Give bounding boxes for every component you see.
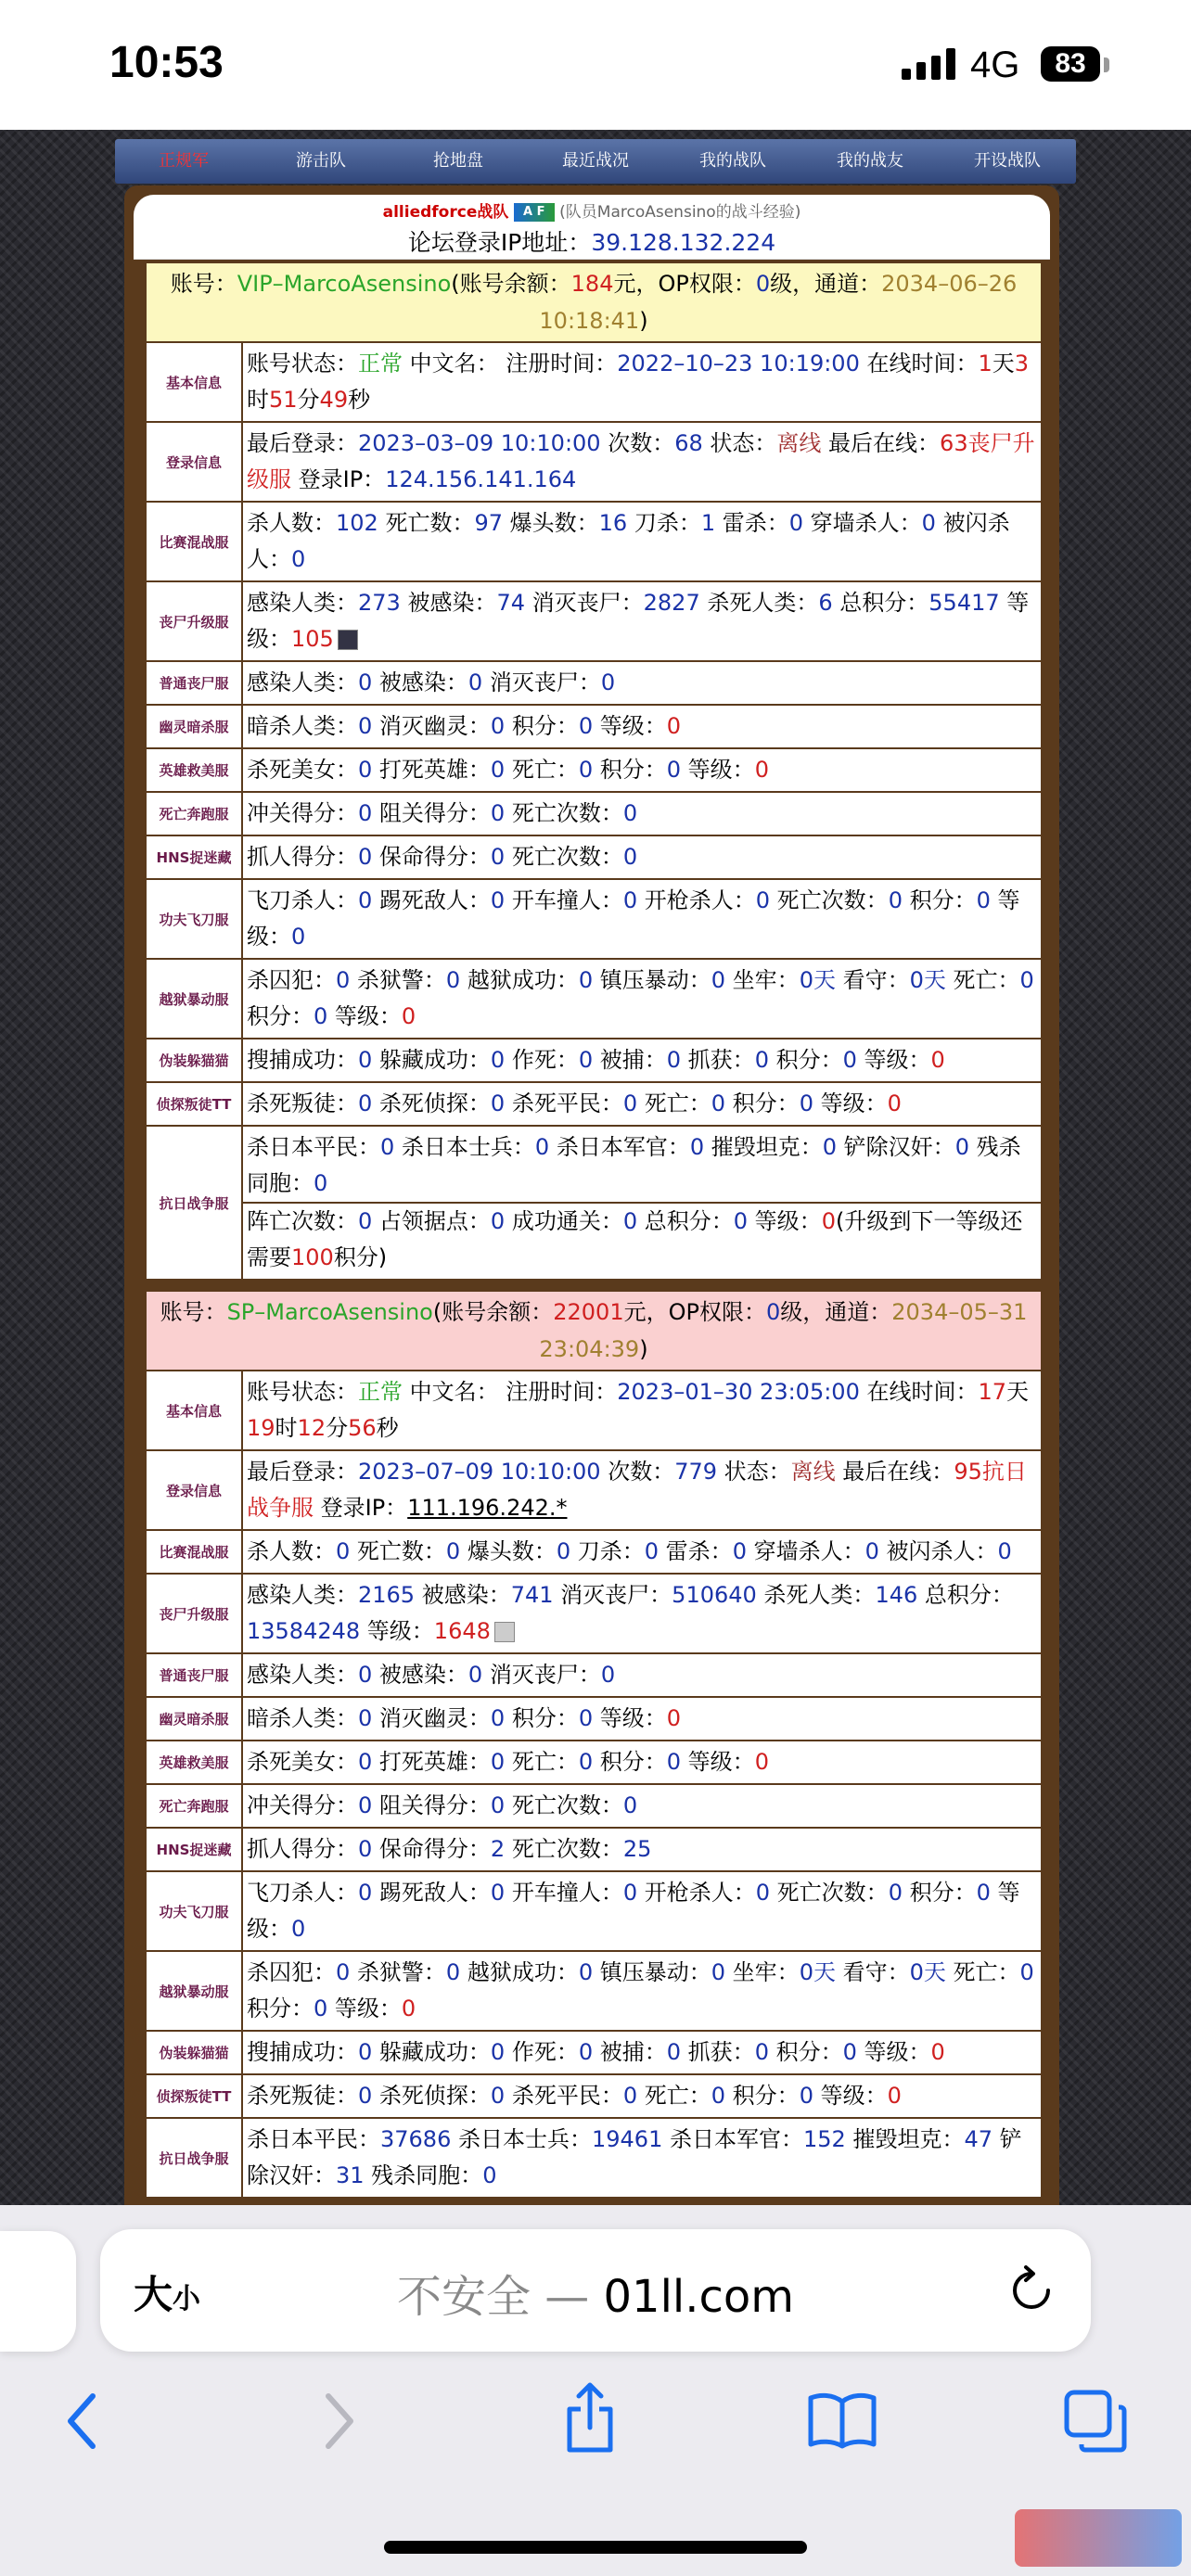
row-value: 杀日本平民：0 杀日本士兵：0 杀日本军官：0 摧毁坦克：0 铲除汉奸：0 残杀同胞：0 阵亡次数：0 占领据点：0 成功通关：0 总积分：0 等级：0(升级到下一等级还需要100积分) xyxy=(243,1127,1041,1279)
row-label: 越狱暴动服 xyxy=(147,960,243,1038)
row-label: 侦探叛徒TT xyxy=(147,1083,243,1125)
row-label: 丧尸升级服 xyxy=(147,582,243,660)
account-card-sp xyxy=(145,1290,1043,2199)
row-ghost xyxy=(147,706,1041,749)
row-kungfu xyxy=(147,1872,1041,1952)
account-header: 账号：SP–MarcoAsensino(账号余额：22001元，OP权限：0级，通道：2034–05–31 23:04:39) xyxy=(147,1292,1041,1371)
network-type: 4G xyxy=(970,45,1020,85)
battery-tip xyxy=(1104,57,1109,72)
row-label: 死亡奔跑服 xyxy=(147,1785,243,1827)
row-mix xyxy=(147,503,1041,582)
row-value: 杀人数：102 死亡数：97 爆头数：16 刀杀：1 雷杀：0 穿墙杀人：0 被闪杀人：0 xyxy=(247,510,1010,572)
row-hide-seek xyxy=(147,1039,1041,1083)
row-basic xyxy=(147,343,1041,423)
row-label: 丧尸升级服 xyxy=(147,1575,243,1652)
row-value: 最后登录：2023–07–09 10:10:00 次数：779 状态：离线 最后在线：95抗日战争服 登录IP：111.196.242.* xyxy=(247,1459,1027,1521)
row-value: 杀囚犯：0 杀狱警：0 越狱成功：0 镇压暴动：0 坐牢：0天 看守：0天 死亡：0 积分：0 等级：0 xyxy=(247,1959,1034,2021)
row-value: 最后登录：2023–03–09 10:10:00 次数：68 状态：离线 最后在线：63丧尸升级服 登录IP：124.156.141.164 xyxy=(247,430,1035,492)
nav-regular-army[interactable]: 正规军 xyxy=(159,151,209,171)
row-value: 抓人得分：0 保命得分：2 死亡次数：25 xyxy=(247,1836,652,1862)
row-label: 比赛混战服 xyxy=(147,1531,243,1573)
team-name[interactable]: alliedforce xyxy=(382,203,478,222)
row-mix xyxy=(147,1531,1041,1575)
forum-ip: 39.128.132.224 xyxy=(591,229,776,256)
row-label: 英雄救美服 xyxy=(147,749,243,791)
row-value: 暗杀人类：0 消灭幽灵：0 积分：0 等级：0 xyxy=(247,713,682,739)
row-label: HNS捉迷藏 xyxy=(147,836,243,878)
row-label: 功夫飞刀服 xyxy=(147,1872,243,1950)
forum-header xyxy=(134,195,1050,260)
account-card-vip xyxy=(145,261,1043,1281)
nav-my-team[interactable]: 我的战队 xyxy=(699,151,766,171)
row-ghost xyxy=(147,1698,1041,1741)
row-label: 登录信息 xyxy=(147,423,243,501)
nav-guerrilla[interactable]: 游击队 xyxy=(296,151,346,171)
row-hns xyxy=(147,1829,1041,1872)
row-value: 账号状态：正常 中文名： 注册时间：2022–10–23 10:19:00 在线时间：1天3时51分49秒 xyxy=(247,351,1030,413)
row-jailbreak xyxy=(147,960,1041,1039)
member-note: (队员MarcoAsensino的战斗经验) xyxy=(559,203,801,222)
watermark-logo-icon xyxy=(1015,2509,1182,2567)
login-ip-link[interactable]: 111.196.242.* xyxy=(407,1495,568,1521)
row-value: 杀死美女：0 打死英雄：0 死亡：0 积分：0 等级：0 xyxy=(247,757,769,783)
row-deathrun xyxy=(147,1785,1041,1829)
row-value: 搜捕成功：0 躲藏成功：0 作死：0 被捕：0 抓获：0 积分：0 等级：0 xyxy=(247,2039,945,2065)
top-nav xyxy=(115,139,1076,184)
row-label: 死亡奔跑服 xyxy=(147,793,243,835)
status-time: 10:53 xyxy=(109,38,224,87)
row-value: 冲关得分：0 阻关得分：0 死亡次数：0 xyxy=(247,1792,638,1818)
row-value: 杀死美女：0 打死英雄：0 死亡：0 积分：0 等级：0 xyxy=(247,1749,769,1775)
row-label: 伪装躲猫猫 xyxy=(147,2032,243,2073)
row-value: 冲关得分：0 阻关得分：0 死亡次数：0 xyxy=(247,800,638,826)
back-icon[interactable] xyxy=(59,2389,106,2454)
row-zombie-normal xyxy=(147,1654,1041,1698)
row-label: HNS捉迷藏 xyxy=(147,1829,243,1870)
forward-icon[interactable] xyxy=(315,2389,362,2454)
row-hns xyxy=(147,836,1041,880)
row-login xyxy=(147,1451,1041,1531)
row-hero xyxy=(147,1741,1041,1785)
row-jailbreak xyxy=(147,1952,1041,2032)
home-indicator xyxy=(384,2541,807,2554)
nav-territory[interactable]: 抢地盘 xyxy=(433,151,483,171)
web-content[interactable] xyxy=(0,130,1191,2205)
row-value: 感染人类：0 被感染：0 消灭丧尸：0 xyxy=(247,1662,616,1688)
previous-tab-card[interactable] xyxy=(0,2231,76,2352)
address-bar[interactable] xyxy=(100,2229,1091,2352)
row-value: 搜捕成功：0 躲藏成功：0 作死：0 被捕：0 抓获：0 积分：0 等级：0 xyxy=(247,1047,945,1073)
row-label: 英雄救美服 xyxy=(147,1741,243,1783)
row-war xyxy=(147,2119,1041,2197)
team-logo-icon: A F xyxy=(514,203,555,222)
nav-my-friends[interactable]: 我的战友 xyxy=(837,151,903,171)
row-login xyxy=(147,423,1041,503)
text-size-button[interactable]: 大小 xyxy=(134,2272,201,2317)
row-value: 杀日本平民：37686 杀日本士兵：19461 杀日本军官：152 摧毁坦克：47 铲除汉奸：31 残杀同胞：0 xyxy=(247,2126,1022,2188)
row-label: 抗日战争服 xyxy=(147,2119,243,2197)
battery-icon: 83 xyxy=(1041,46,1100,82)
row-label: 基本信息 xyxy=(147,1371,243,1449)
row-zombie-normal xyxy=(147,662,1041,706)
row-label: 侦探叛徒TT xyxy=(147,2075,243,2117)
row-value: 飞刀杀人：0 踢死敌人：0 开车撞人：0 开枪杀人：0 死亡次数：0 积分：0 等级：0 xyxy=(247,1880,1020,1942)
row-ttt xyxy=(147,1083,1041,1127)
row-ttt xyxy=(147,2075,1041,2119)
url-text[interactable]: 不安全 — 01ll.com xyxy=(396,2271,795,2323)
row-value: 感染人类：2165 被感染：741 消灭丧尸：510640 杀死人类：146 总积分：13584248 等级：1648 xyxy=(247,1582,1014,1644)
row-deathrun xyxy=(147,793,1041,836)
row-label: 抗日战争服 xyxy=(147,1127,243,1279)
row-label: 幽灵暗杀服 xyxy=(147,1698,243,1740)
row-value: 感染人类：273 被感染：74 消灭丧尸：2827 杀死人类：6 总积分：55417 等级：105 xyxy=(247,590,1030,652)
row-label: 基本信息 xyxy=(147,343,243,421)
row-zombie-upgrade xyxy=(147,582,1041,662)
row-label: 幽灵暗杀服 xyxy=(147,706,243,747)
row-value: 抓人得分：0 保命得分：0 死亡次数：0 xyxy=(247,844,638,870)
row-zombie-upgrade xyxy=(147,1575,1041,1654)
share-icon[interactable] xyxy=(560,2381,620,2455)
nav-recent-battles[interactable]: 最近战况 xyxy=(562,151,629,171)
row-label: 普通丧尸服 xyxy=(147,1654,243,1696)
row-hero xyxy=(147,749,1041,793)
rank-badge-icon xyxy=(338,630,358,650)
team-title: alliedforce战队 A F (队员MarcoAsensino的战斗经验) xyxy=(382,203,801,222)
account-list xyxy=(145,261,1043,2205)
row-war xyxy=(147,1127,1041,1279)
tabs-icon[interactable] xyxy=(1063,2389,1128,2454)
row-label: 功夫飞刀服 xyxy=(147,880,243,958)
row-value: 杀死叛徒：0 杀死侦探：0 杀死平民：0 死亡：0 积分：0 等级：0 xyxy=(247,1090,902,1116)
status-bar xyxy=(0,0,1191,130)
row-value: 账号状态：正常 中文名： 注册时间：2023–01–30 23:05:00 在线时间：17天19时12分56秒 xyxy=(247,1379,1030,1441)
row-value: 杀死叛徒：0 杀死侦探：0 杀死平民：0 死亡：0 积分：0 等级：0 xyxy=(247,2083,902,2109)
row-value: 感染人类：0 被感染：0 消灭丧尸：0 xyxy=(247,670,616,695)
safari-toolbar xyxy=(0,2205,1191,2576)
row-value: 飞刀杀人：0 踢死敌人：0 开车撞人：0 开枪杀人：0 死亡次数：0 积分：0 等级：0 xyxy=(247,887,1020,950)
row-value: 暗杀人类：0 消灭幽灵：0 积分：0 等级：0 xyxy=(247,1705,682,1731)
account-header: 账号：VIP–MarcoAsensino(账号余额：184元，OP权限：0级，通道：2034–06–26 10:18:41) xyxy=(147,263,1041,343)
row-kungfu xyxy=(147,880,1041,960)
cellular-signal-icon xyxy=(902,48,957,80)
rank-badge-icon xyxy=(494,1622,515,1642)
bookmarks-icon[interactable] xyxy=(807,2391,877,2450)
row-label: 普通丧尸服 xyxy=(147,662,243,704)
row-label: 比赛混战服 xyxy=(147,503,243,580)
row-value: 杀人数：0 死亡数：0 爆头数：0 刀杀：0 雷杀：0 穿墙杀人：0 被闪杀人：0 xyxy=(247,1538,1012,1564)
row-label: 伪装躲猫猫 xyxy=(147,1039,243,1081)
forum-ip-row: 论坛登录IP地址：39.128.132.224 xyxy=(407,229,776,256)
row-hide-seek xyxy=(147,2032,1041,2075)
reload-icon[interactable] xyxy=(1009,2264,1054,2315)
row-label: 登录信息 xyxy=(147,1451,243,1529)
nav-create-team[interactable]: 开设战队 xyxy=(974,151,1041,171)
row-label: 越狱暴动服 xyxy=(147,1952,243,2030)
row-value: 杀囚犯：0 杀狱警：0 越狱成功：0 镇压暴动：0 坐牢：0天 看守：0天 死亡：0 积分：0 等级：0 xyxy=(247,967,1034,1029)
row-basic xyxy=(147,1371,1041,1451)
